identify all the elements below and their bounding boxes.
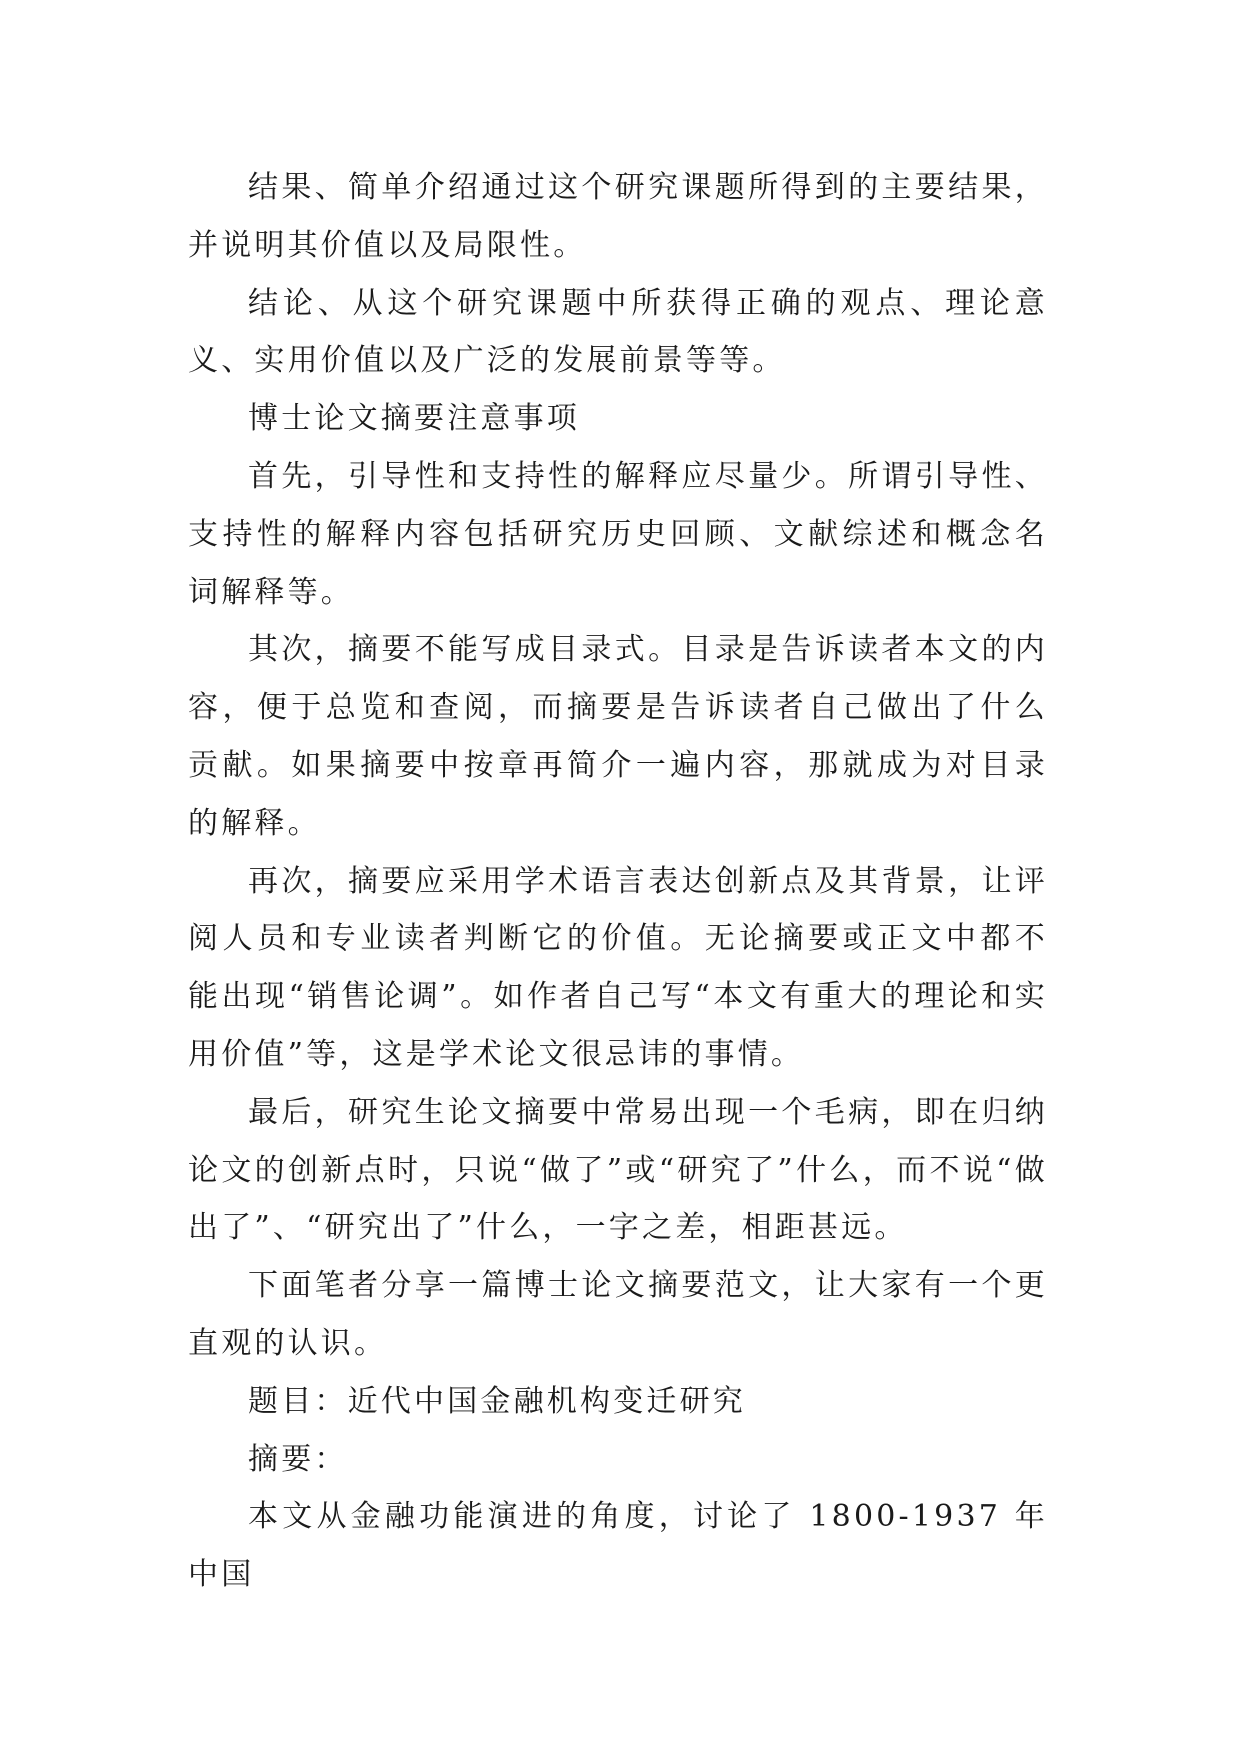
- paragraph-third: 再次，摘要应采用学术语言表达创新点及其背景，让评阅人员和专业读者判断它的价值。无论摘要或正文中都不能出现“销售论调”。如作者自己写“本文有重大的理论和实用价值”等，这是学术论文很忌讳的事情。: [188, 863, 1048, 1072]
- sample-abstract-label: 摘要：: [248, 1441, 348, 1477]
- paragraph-last: 最后，研究生论文摘要中常易出现一个毛病，即在归纳论文的创新点时，只说“做了”或“研究了”什么，而不说“做出了”、“研究出了”什么，一字之差，相距甚远。: [188, 1094, 1048, 1246]
- document-body: [188, 159, 1048, 1604]
- sample-abstract-text: 本文从金融功能演进的角度，讨论了 1800-1937 年中国: [188, 1499, 1048, 1593]
- paragraph-results: 结果、简单介绍通过这个研究课题所得到的主要结果，并说明其价值以及局限性。: [188, 170, 1048, 263]
- paragraph-conclusion: 结论、从这个研究课题中所获得正确的观点、理论意义、实用价值以及广泛的发展前景等等。: [188, 285, 1048, 379]
- sample-title: 题目：近代中国金融机构变迁研究: [248, 1383, 746, 1419]
- section-heading-notes: 博士论文摘要注意事项: [248, 401, 580, 437]
- paragraph-second: 其次，摘要不能写成目录式。目录是告诉读者本文的内容，便于总览和查阅，而摘要是告诉读者自己做出了什么贡献。如果摘要中按章再简介一遍内容，那就成为对目录的解释。: [188, 632, 1048, 841]
- paragraph-sample-intro: 下面笔者分享一篇博士论文摘要范文，让大家有一个更直观的认识。: [188, 1268, 1048, 1361]
- paragraph-first: 首先，引导性和支持性的解释应尽量少。所谓引导性、支持性的解释内容包括研究历史回顾、文献综述和概念名词解释等。: [188, 458, 1048, 610]
